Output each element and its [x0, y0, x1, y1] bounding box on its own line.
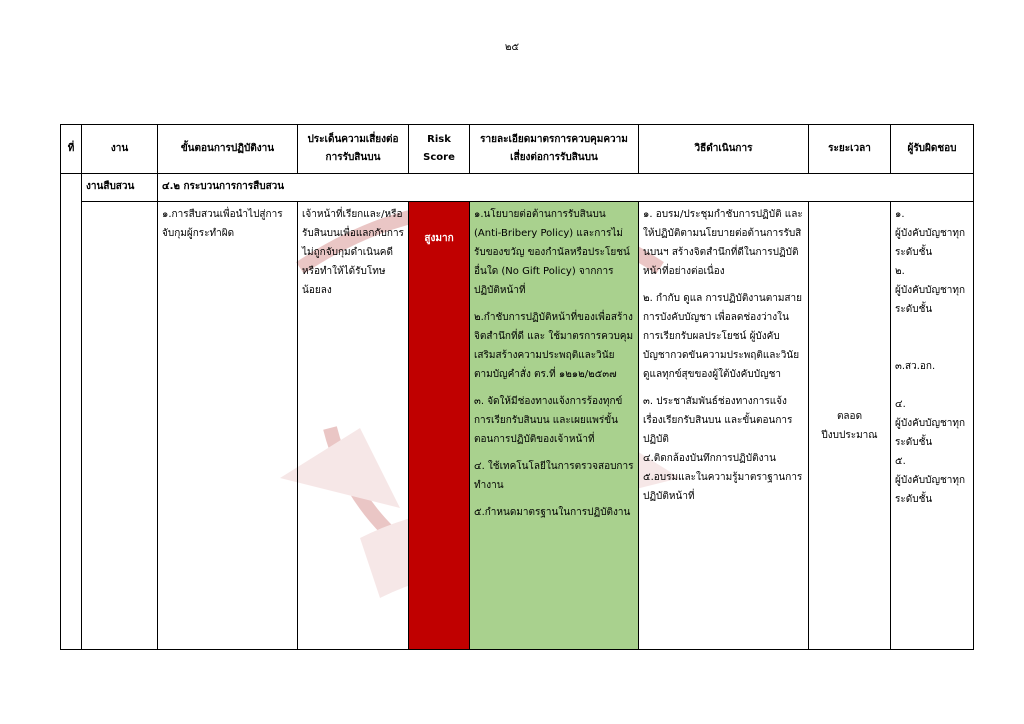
responsible-item: ผู้บังคับบัญชาทุกระดับชั้น — [895, 285, 966, 315]
risk-issue-cell: เจ้าหน้าที่เรียกและ/หรือรับสินบนเพื่อแลกกับการไม่ถูกจับกุมดำเนินคดี หรือทำให้ได้รับโทษน้อยลง — [298, 202, 409, 650]
section-task: งานสืบสวน — [82, 174, 158, 202]
responsible-item: ผู้บังคับบัญชาทุกระดับชั้น — [895, 475, 966, 505]
header-responsible: ผู้รับผิดชอบ — [891, 125, 974, 174]
header-task: งาน — [82, 125, 158, 174]
responsible-cell — [891, 202, 974, 650]
header-step: ขั้นตอนการปฏิบัติงาน — [158, 125, 298, 174]
measure-item: ๒.กำชับการปฏิบัติหน้าที่ของเพื่อสร้างจิตสำนึกที่ดี และ ใช้มาตรการควบคุมเสริมสร้างความประพฤติและวินัย ตามบัญคำสั่ง ตร.ที่ ๑๒๑๒/๒๕๓๗ — [474, 312, 634, 380]
method-item: ๔.ติดกล้องบันทึกการปฏิบัติงาน — [643, 453, 776, 464]
measures-cell — [470, 202, 639, 650]
task-cell — [82, 202, 158, 650]
table-row — [61, 202, 974, 650]
responsible-item: ผู้บังคับบัญชาทุกระดับชั้น — [895, 228, 966, 258]
spacer — [895, 376, 969, 395]
methods-cell — [639, 202, 809, 650]
page-number: ๒๕ — [504, 42, 520, 53]
responsible-item: ๔. — [895, 399, 906, 410]
measure-item: ๑.นโยบายต่อต้านการรับสินบน (Anti-Bribery Policy) และการไม่รับของขวัญ ของกำนัลหรือประโยชน์อื่นใด (No Gift Policy) จากการปฏิบัติหน้าที่ — [474, 209, 630, 296]
measure-item: ๔. ใช้เทคโนโลยีในการตรวจสอบการทำงาน — [474, 461, 634, 491]
header-duration: ระยะเวลา — [809, 125, 891, 174]
method-item: ๑. อบรม/ประชุมกำชับการปฏิบัติ และให้ปฏิบัติตามนโยบายต่อต้านการรับสินบนฯ สร้างจิตสำนึกที่ดีในการปฏิบัติหน้าที่อย่างต่อเนื่อง — [643, 209, 803, 277]
responsible-item: ๑. — [895, 209, 905, 220]
measure-item: ๓. จัดให้มีช่องทางแจ้งการร้องทุกข์การเรียกรับสินบน และเผยแพร่ขั้นตอนการปฏิบัติของเจ้าหน้าที่ — [474, 396, 623, 445]
risk-score-cell — [409, 202, 470, 650]
section-title: ๔.๒ กระบวนการการสืบสวน — [158, 174, 974, 202]
responsible-item: ๕. — [895, 456, 906, 467]
method-item: ๒. กำกับ ดูแล การปฏิบัติงานตามสายการบังคับบัญชา เพื่อลดช่องว่างในการเรียกรับผลประโยชน์ ผู้บังคับบัญชากวดขันความประพฤติและวินัย ดูแลทุกข์สุขของผู้ใต้บังคับบัญชา — [643, 293, 803, 380]
spacer — [895, 319, 969, 338]
header-risk-score: Risk Score — [409, 125, 470, 174]
duration-cell: ตลอดปีงบประมาณ — [809, 202, 891, 650]
row-number-cell — [61, 174, 82, 650]
header-no: ที่ — [61, 125, 82, 174]
risk-table — [60, 124, 974, 650]
header-row — [61, 125, 974, 174]
header-methods: วิธีดำเนินการ — [639, 125, 809, 174]
method-item: ๓. ประชาสัมพันธ์ช่องทางการแจ้งเรื่องเรียกรับสินบน และขั้นตอนการปฏิบัติ — [643, 396, 793, 445]
responsible-item: ๒. — [895, 266, 905, 277]
responsible-item: ๓.สว.อก. — [895, 361, 936, 372]
spacer — [895, 338, 969, 357]
method-item: ๕.อบรมและในความรู้มาตราฐานการปฏิบัติหน้าที่ — [643, 472, 803, 502]
responsible-item: ผู้บังคับบัญชาทุกระดับชั้น — [895, 418, 966, 448]
header-measures: รายละเอียดมาตรการควบคุมความเสี่ยงต่อการรับสินบน — [470, 125, 639, 174]
section-row — [61, 174, 974, 202]
risk-score-label: สูงมาก — [424, 233, 454, 244]
measure-item: ๕.กำหนดมาตรฐานในการปฏิบัติงาน — [474, 507, 631, 518]
step-cell: ๑.การสืบสวนเพื่อนำไปสู่การจับกุมผู้กระทำผิด — [158, 202, 298, 650]
header-risk-issue: ประเด็นความเสี่ยงต่อการรับสินบน — [298, 125, 409, 174]
